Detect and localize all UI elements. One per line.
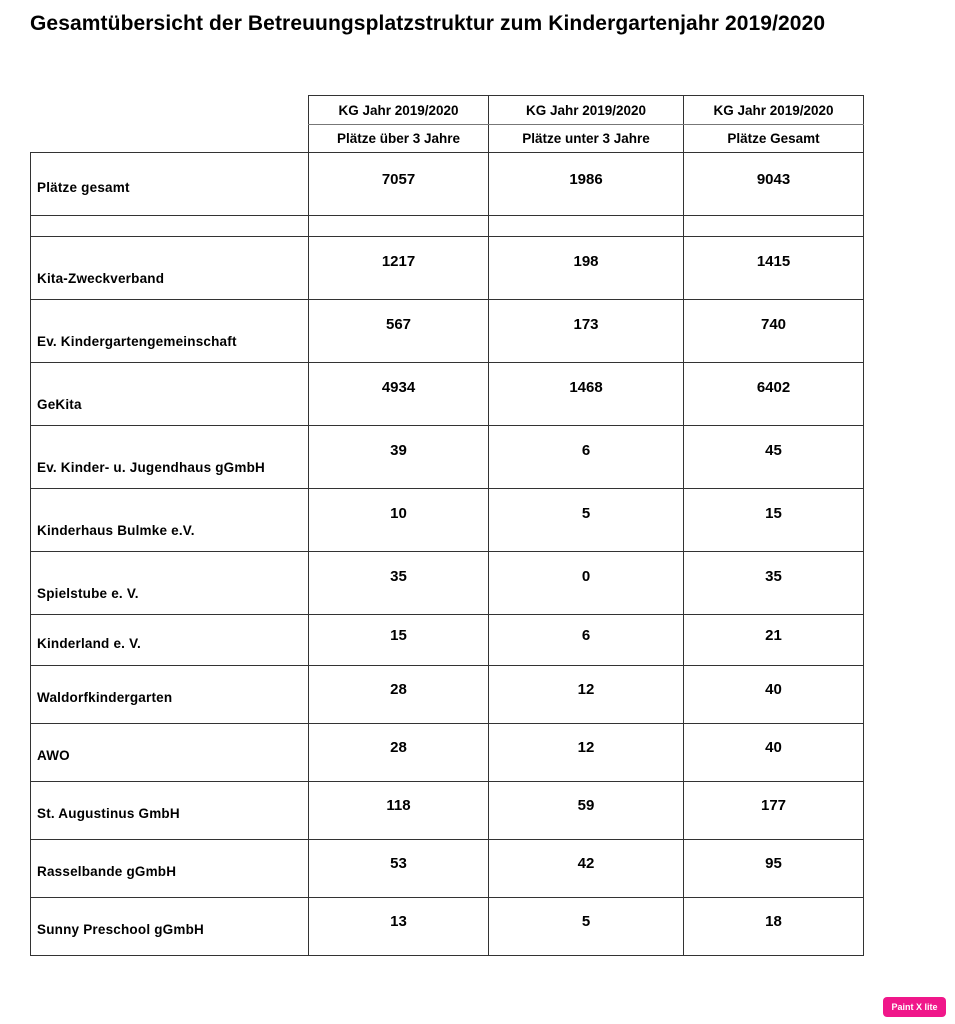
cell-under3: 198 (573, 252, 599, 270)
table-row (31, 426, 864, 489)
table-row (31, 666, 864, 724)
cell-total: 6402 (756, 378, 791, 396)
table-row (31, 237, 864, 300)
cell-under3: 59 (577, 797, 595, 814)
row-label: Kinderland e. V. (37, 635, 141, 651)
cell-under3: 5 (581, 913, 591, 930)
col-header-under3: Plätze unter 3 Jahre (489, 125, 684, 153)
row-label: Waldorfkindergarten (37, 690, 173, 705)
cell-total: 18 (765, 913, 782, 930)
row-label: AWO (37, 748, 70, 763)
cell-under3: 5 (581, 504, 591, 522)
cell-over3: 13 (390, 913, 407, 930)
table-row (31, 615, 864, 666)
table-row (31, 840, 864, 898)
cell-total: 45 (765, 441, 782, 459)
cell-total: 21 (765, 626, 782, 644)
cell-over3: 28 (390, 739, 407, 756)
cell-total: 9043 (756, 170, 791, 188)
row-label: Sunny Preschool gGmbH (37, 922, 204, 937)
cell-over3: 28 (390, 681, 407, 698)
cell-over3: 1217 (381, 252, 416, 270)
cell-over3: 35 (390, 567, 407, 585)
table-row (31, 552, 864, 615)
col-header-over3-year: KG Jahr 2019/2020 (309, 96, 489, 125)
row-label: Ev. Kindergartengemeinschaft (37, 333, 237, 349)
row-label: Kinderhaus Bulmke e.V. (37, 522, 195, 538)
cell-under3: 6 (581, 441, 591, 459)
cell-over3: 39 (390, 441, 407, 459)
cell-total: 95 (765, 855, 782, 872)
header-corner (31, 96, 309, 153)
col-header-under3-year: KG Jahr 2019/2020 (489, 96, 684, 125)
places-table (30, 95, 864, 956)
table-row (31, 489, 864, 552)
table-row-total (31, 153, 864, 216)
row-label: Kita-Zweckverband (37, 270, 165, 286)
cell-total: 15 (765, 504, 782, 522)
table-row (31, 898, 864, 956)
table-row (31, 300, 864, 363)
cell-total: 740 (760, 315, 787, 333)
cell-total: 177 (760, 797, 787, 814)
cell-under3: 0 (581, 567, 591, 585)
cell-over3: 53 (390, 855, 407, 872)
header-row-top (31, 96, 864, 125)
table-row (31, 724, 864, 782)
cell-over3: 7057 (381, 170, 416, 188)
cell-over3: 567 (385, 315, 412, 333)
paint-x-lite-badge: Paint X lite (883, 997, 946, 1017)
page-title: Gesamtübersicht der Betreuungsplatzstruktur zum Kindergartenjahr 2019/2020 (30, 12, 826, 35)
cell-under3: 173 (573, 315, 599, 333)
table-row-spacer (31, 216, 864, 237)
cell-under3: 42 (577, 855, 595, 872)
cell-over3: 4934 (381, 378, 416, 396)
empty-cell (489, 216, 684, 237)
empty-cell (31, 216, 309, 237)
row-label: Spielstube e. V. (37, 585, 139, 601)
cell-under3: 12 (577, 681, 595, 698)
row-label: St. Augustinus GmbH (37, 806, 180, 821)
cell-total: 1415 (756, 252, 791, 270)
col-header-total: Plätze Gesamt (684, 125, 864, 153)
cell-total: 40 (765, 739, 782, 756)
row-label: Rasselbande gGmbH (37, 864, 177, 879)
cell-under3: 1468 (569, 378, 603, 396)
cell-total: 40 (765, 681, 782, 698)
cell-over3: 15 (390, 626, 407, 644)
empty-cell (309, 216, 489, 237)
cell-total: 35 (765, 567, 782, 585)
table-row (31, 363, 864, 426)
row-label: Ev. Kinder- u. Jugendhaus gGmbH (37, 459, 265, 475)
cell-under3: 12 (577, 739, 595, 756)
row-label: GeKita (37, 396, 82, 412)
col-header-over3: Plätze über 3 Jahre (309, 125, 489, 153)
empty-cell (684, 216, 864, 237)
row-label: Plätze gesamt (37, 179, 130, 195)
cell-over3: 118 (386, 797, 411, 814)
table-row (31, 782, 864, 840)
cell-over3: 10 (390, 504, 407, 522)
col-header-total-year: KG Jahr 2019/2020 (684, 96, 864, 125)
cell-under3: 1986 (569, 170, 603, 188)
cell-under3: 6 (581, 626, 591, 644)
